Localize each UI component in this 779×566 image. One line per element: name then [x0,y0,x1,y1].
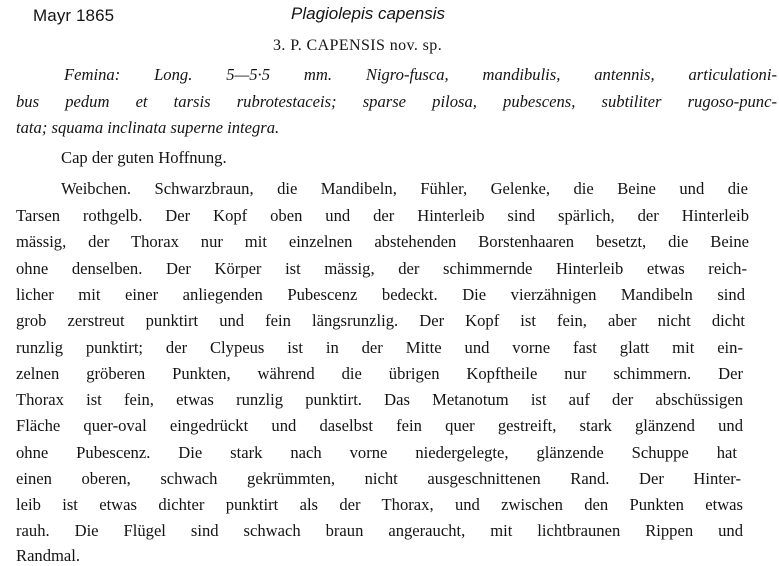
taxon-name-label: Plagiolepis capensis [291,4,446,23]
description-line: runzlig punktirt; der Clypeus ist in der Mitte und vorne fast glatt mit ein- [16,338,743,357]
description-line: grob zerstreut punktirt und fein längsrunzlig. Der Kopf ist fein, aber nicht dicht [16,311,745,330]
description-line: Tarsen rothgelb. Der Kopf oben und der Hinterleib sind spärlich, der Hinterleib [16,206,749,225]
latin-description-line: bus pedum et tarsis rubrotestaceis; sparse pilosa, pubescens, subtiliter rugoso-punc- [16,92,777,111]
locality-line: Cap der guten Hoffnung. [61,148,227,167]
latin-description-line: tata; squama inclinata superne integra. [16,118,280,137]
species-heading: 3. P. CAPENSIS nov. sp. [273,37,443,54]
description-line: Thorax ist fein, etwas runzlig punktirt. Das Metanotum ist auf der abschüssigen [16,390,743,409]
description-line: mässig, der Thorax nur mit einzelnen abstehenden Borstenhaaren besetzt, die Beine [16,232,749,251]
description-line: rauh. Die Flügel sind schwach braun angeraucht, mit lichtbraunen Rippen und [16,521,743,540]
latin-description-line: Femina: Long. 5—5·5 mm. Nigro-fusca, mandibulis, antennis, articulationi- [64,65,777,84]
description-line: Weibchen. Schwarzbraun, die Mandibeln, Fühler, Gelenke, die Beine und die [61,179,748,198]
author-year-label: Mayr 1865 [33,6,115,25]
description-line: Fläche quer-oval eingedrückt und daselbst fein quer gestreift, stark glänzend und [16,416,743,435]
description-line: einen oberen, schwach gekrümmten, nicht ausgeschnittenen Rand. Der Hinter- [16,469,741,488]
description-line: ohne Pubescenz. Die stark nach vorne niedergelegte, glänzende Schuppe hat [16,443,737,462]
description-line: licher mit einer anliegenden Pubescenz bedeckt. Die vierzähnigen Mandibeln sind [16,285,745,304]
description-line: zelnen gröberen Punkten, während die übrigen Kopftheile nur schimmern. Der [16,364,743,383]
description-line: ohne denselben. Der Körper ist mässig, der schimmernde Hinterleib etwas reich- [16,259,747,278]
description-line: Randmal. [16,546,81,565]
description-line: leib ist etwas dichter punktirt als der Thorax, und zwischen den Punkten etwas [16,495,743,514]
